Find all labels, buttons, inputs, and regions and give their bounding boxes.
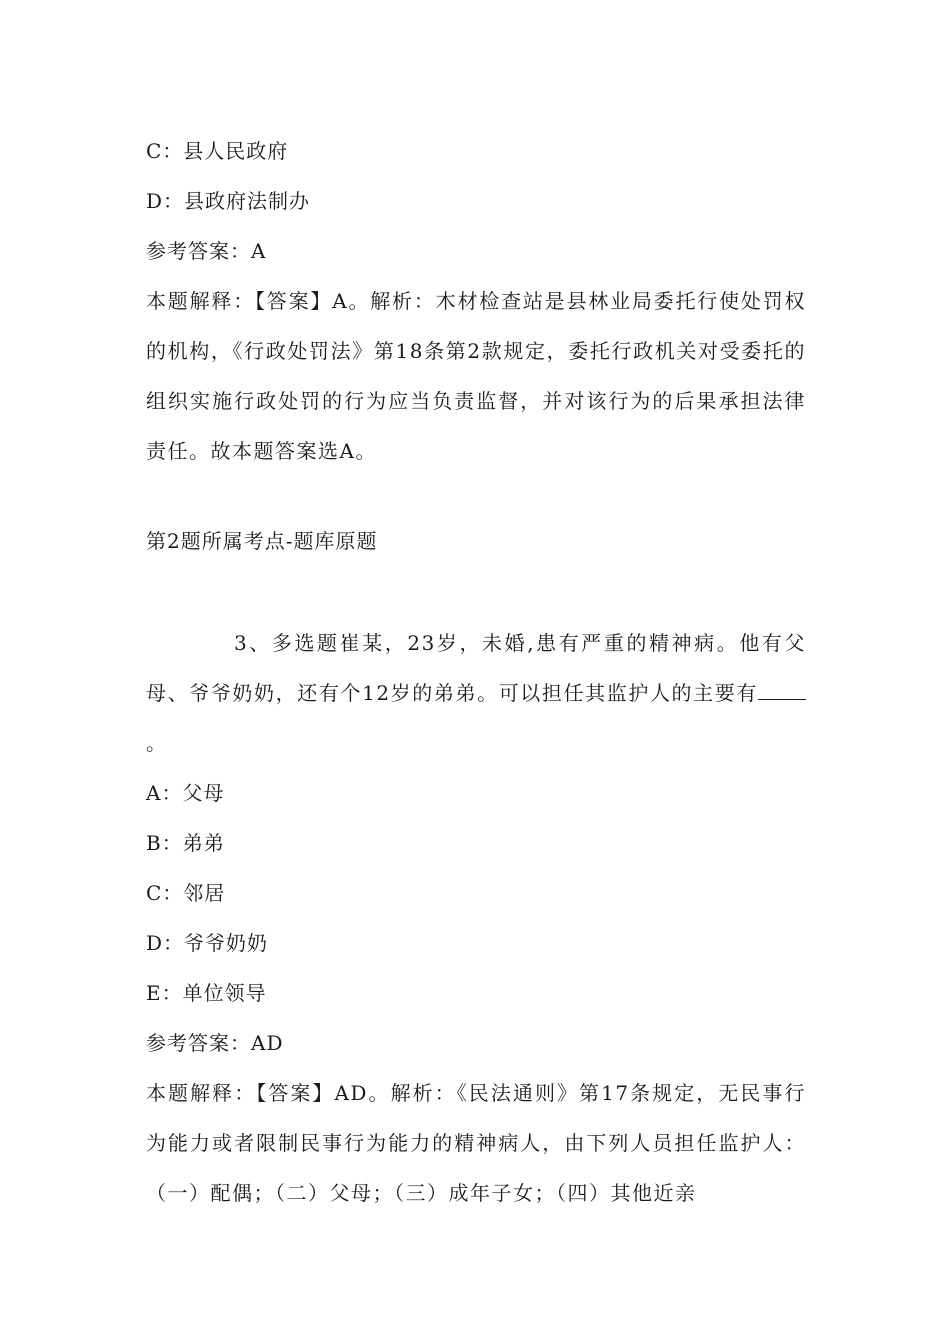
q3-answer: 参考答案：AD <box>146 1031 284 1055</box>
answer-blank <box>782 679 806 700</box>
q3-stem <box>146 618 806 768</box>
q3-stem-text: 3、多选题崔某，23岁，未婚,患有严重的精神病。他有父母、爷爷奶奶，还有个12岁的弟弟。可以担任其监护人的主要有 <box>146 631 806 705</box>
q3-option-b: B：弟弟 <box>146 831 225 855</box>
q1-explanation: 本题解释：【答案】A。解析：木材检查站是县林业局委托行使处罚权的机构，《行政处罚法》第18条第2款规定，委托行政机关对受委托的组织实施行政处罚的行为应当负责监督，并对该行为的后果承担法律责任。故本题答案选A。 <box>146 289 806 463</box>
q1-option-c: C：县人民政府 <box>146 139 289 163</box>
q3-stem-end: 。 <box>146 731 168 755</box>
spacer <box>146 566 806 618</box>
q3-option-e: E：单位领导 <box>146 981 267 1005</box>
q3-explanation: 本题解释：【答案】AD。解析：《民法通则》第17条规定，无民事行为能力或者限制民事行为能力的精神病人，由下列人员担任监护人：（一）配偶；（二）父母；（三）成年子女；（四）其他近亲 <box>146 1081 806 1205</box>
q3-option-c: C：邻居 <box>146 881 226 905</box>
q1-option-d: D：县政府法制办 <box>146 189 311 213</box>
answer-blank <box>758 679 782 700</box>
q3-option-a: A：父母 <box>146 781 225 805</box>
section-label: 第2题所属考点-题库原题 <box>146 529 378 553</box>
spacer <box>146 476 806 516</box>
q3-option-d: D：爷爷奶奶 <box>146 931 269 955</box>
q1-answer: 参考答案：A <box>146 239 267 263</box>
document-page <box>146 126 806 1218</box>
